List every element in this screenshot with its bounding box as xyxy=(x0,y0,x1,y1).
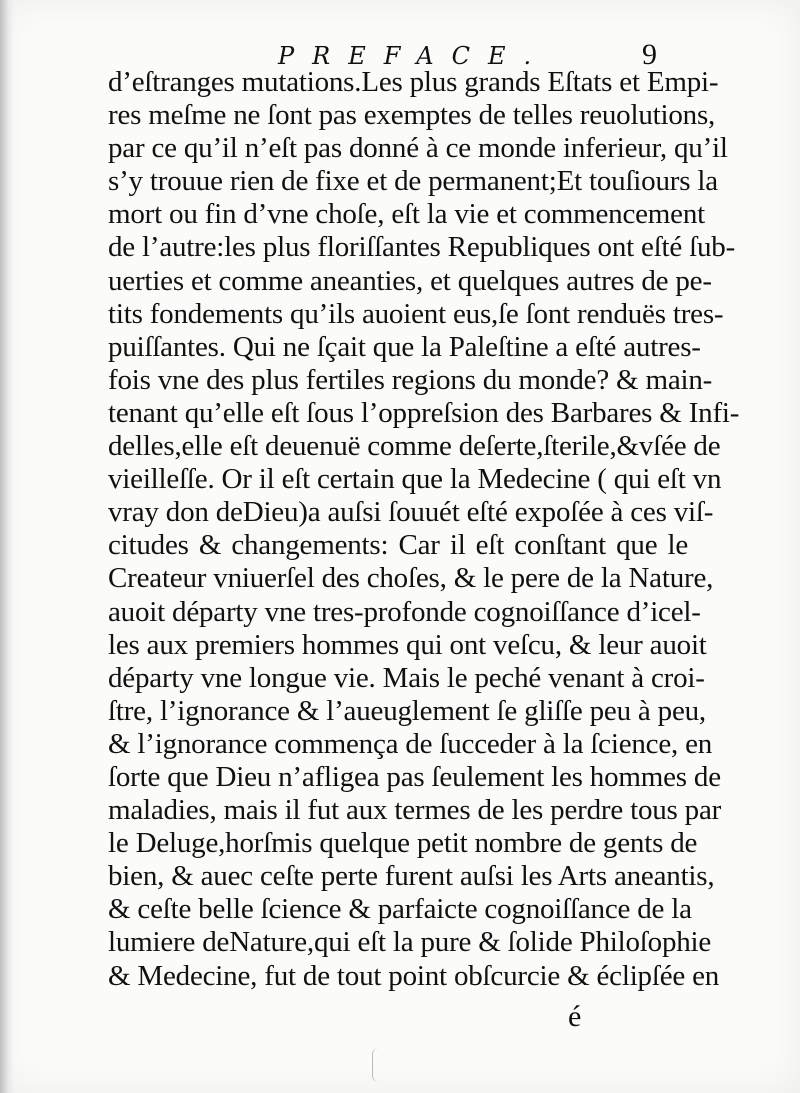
text-line: le Deluge,horſmis quelque petit nombre de gents de xyxy=(108,827,698,860)
text-line: lumiere deNature,qui eſt la pure & ſolide Philoſophie xyxy=(108,926,712,959)
body-text xyxy=(108,66,740,993)
gutter-mark xyxy=(372,1048,385,1082)
text-line: puiſſantes. Qui ne ſçait que la Paleſtine a eſté autres- xyxy=(108,330,701,363)
text-line: citudes & changements: Car il eſt conſtant que le xyxy=(108,529,688,562)
text-line: maladies, mais il fut aux termes de les perdre tous par xyxy=(108,794,722,827)
text-line: uerties et comme aneanties, et quelques autres de pe- xyxy=(108,264,712,297)
text-line: tenant qu’elle eſt ſous l’oppreſsion des Barbares & Infi- xyxy=(108,396,740,429)
text-line: de l’autre:les plus floriſſantes Republiques ont eſté ſub- xyxy=(108,231,736,264)
text-line: départy vne longue vie. Mais le peché venant à croi- xyxy=(108,661,705,694)
text-line: ſtre, l’ignorance & l’aueuglement ſe gliſſe peu à peu, xyxy=(108,694,706,727)
text-line: & l’ignorance commença de ſucceder à la ſcience, en xyxy=(108,727,713,760)
text-line: res meſme ne ſont pas exemptes de telles reuolutions, xyxy=(108,99,716,132)
running-title: PREFACE. xyxy=(278,42,550,70)
catchword: é xyxy=(568,1000,582,1033)
page-number: 9 xyxy=(642,38,657,71)
text-line: Createur vniuerſel des choſes, & le pere de la Nature, xyxy=(108,562,714,595)
text-line: delles,elle eſt deuenuë comme deſerte,ſterile,&vſée de xyxy=(108,430,721,463)
text-line: s’y trouue rien de fixe et de permanent;Et touſiours la xyxy=(108,165,718,198)
text-line: fois vne des plus fertiles regions du monde? & main- xyxy=(108,363,713,396)
text-line: par ce qu’il n’eſt pas donné à ce monde inferieur, qu’il xyxy=(108,132,728,165)
text-line: auoit départy vne tres-profonde cognoiſſance d’icel- xyxy=(108,595,701,628)
text-line: ſorte que Dieu n’afligea pas ſeulement les hommes de xyxy=(108,760,721,793)
text-line: d’eſtranges mutations.Les plus grands Eſtats et Empi- xyxy=(108,66,719,98)
text-line: & Medecine, fut de tout point obſcurcie & éclipſée en xyxy=(108,959,720,992)
page-binding-edge xyxy=(0,0,14,1093)
text-line: vray don deDieu)a auſsi ſouuét eſté expoſée à ces viſ- xyxy=(108,496,714,529)
text-line: & ceſte belle ſcience & parfaicte cognoiſſance de la xyxy=(108,893,692,926)
text-line: mort ou fin d’vne choſe, eſt la vie et commencement xyxy=(108,198,705,231)
text-line: tits fondements qu’ils auoient eus,ſe ſont renduës tres- xyxy=(108,297,724,330)
text-line: bien, & auec ceſte perte furent auſsi les Arts aneantis, xyxy=(108,860,715,893)
text-line: les aux premiers hommes qui ont veſcu, & leur auoit xyxy=(108,628,707,661)
text-line: vieilleſſe. Or il eſt certain que la Medecine ( qui eſt vn xyxy=(108,463,722,496)
